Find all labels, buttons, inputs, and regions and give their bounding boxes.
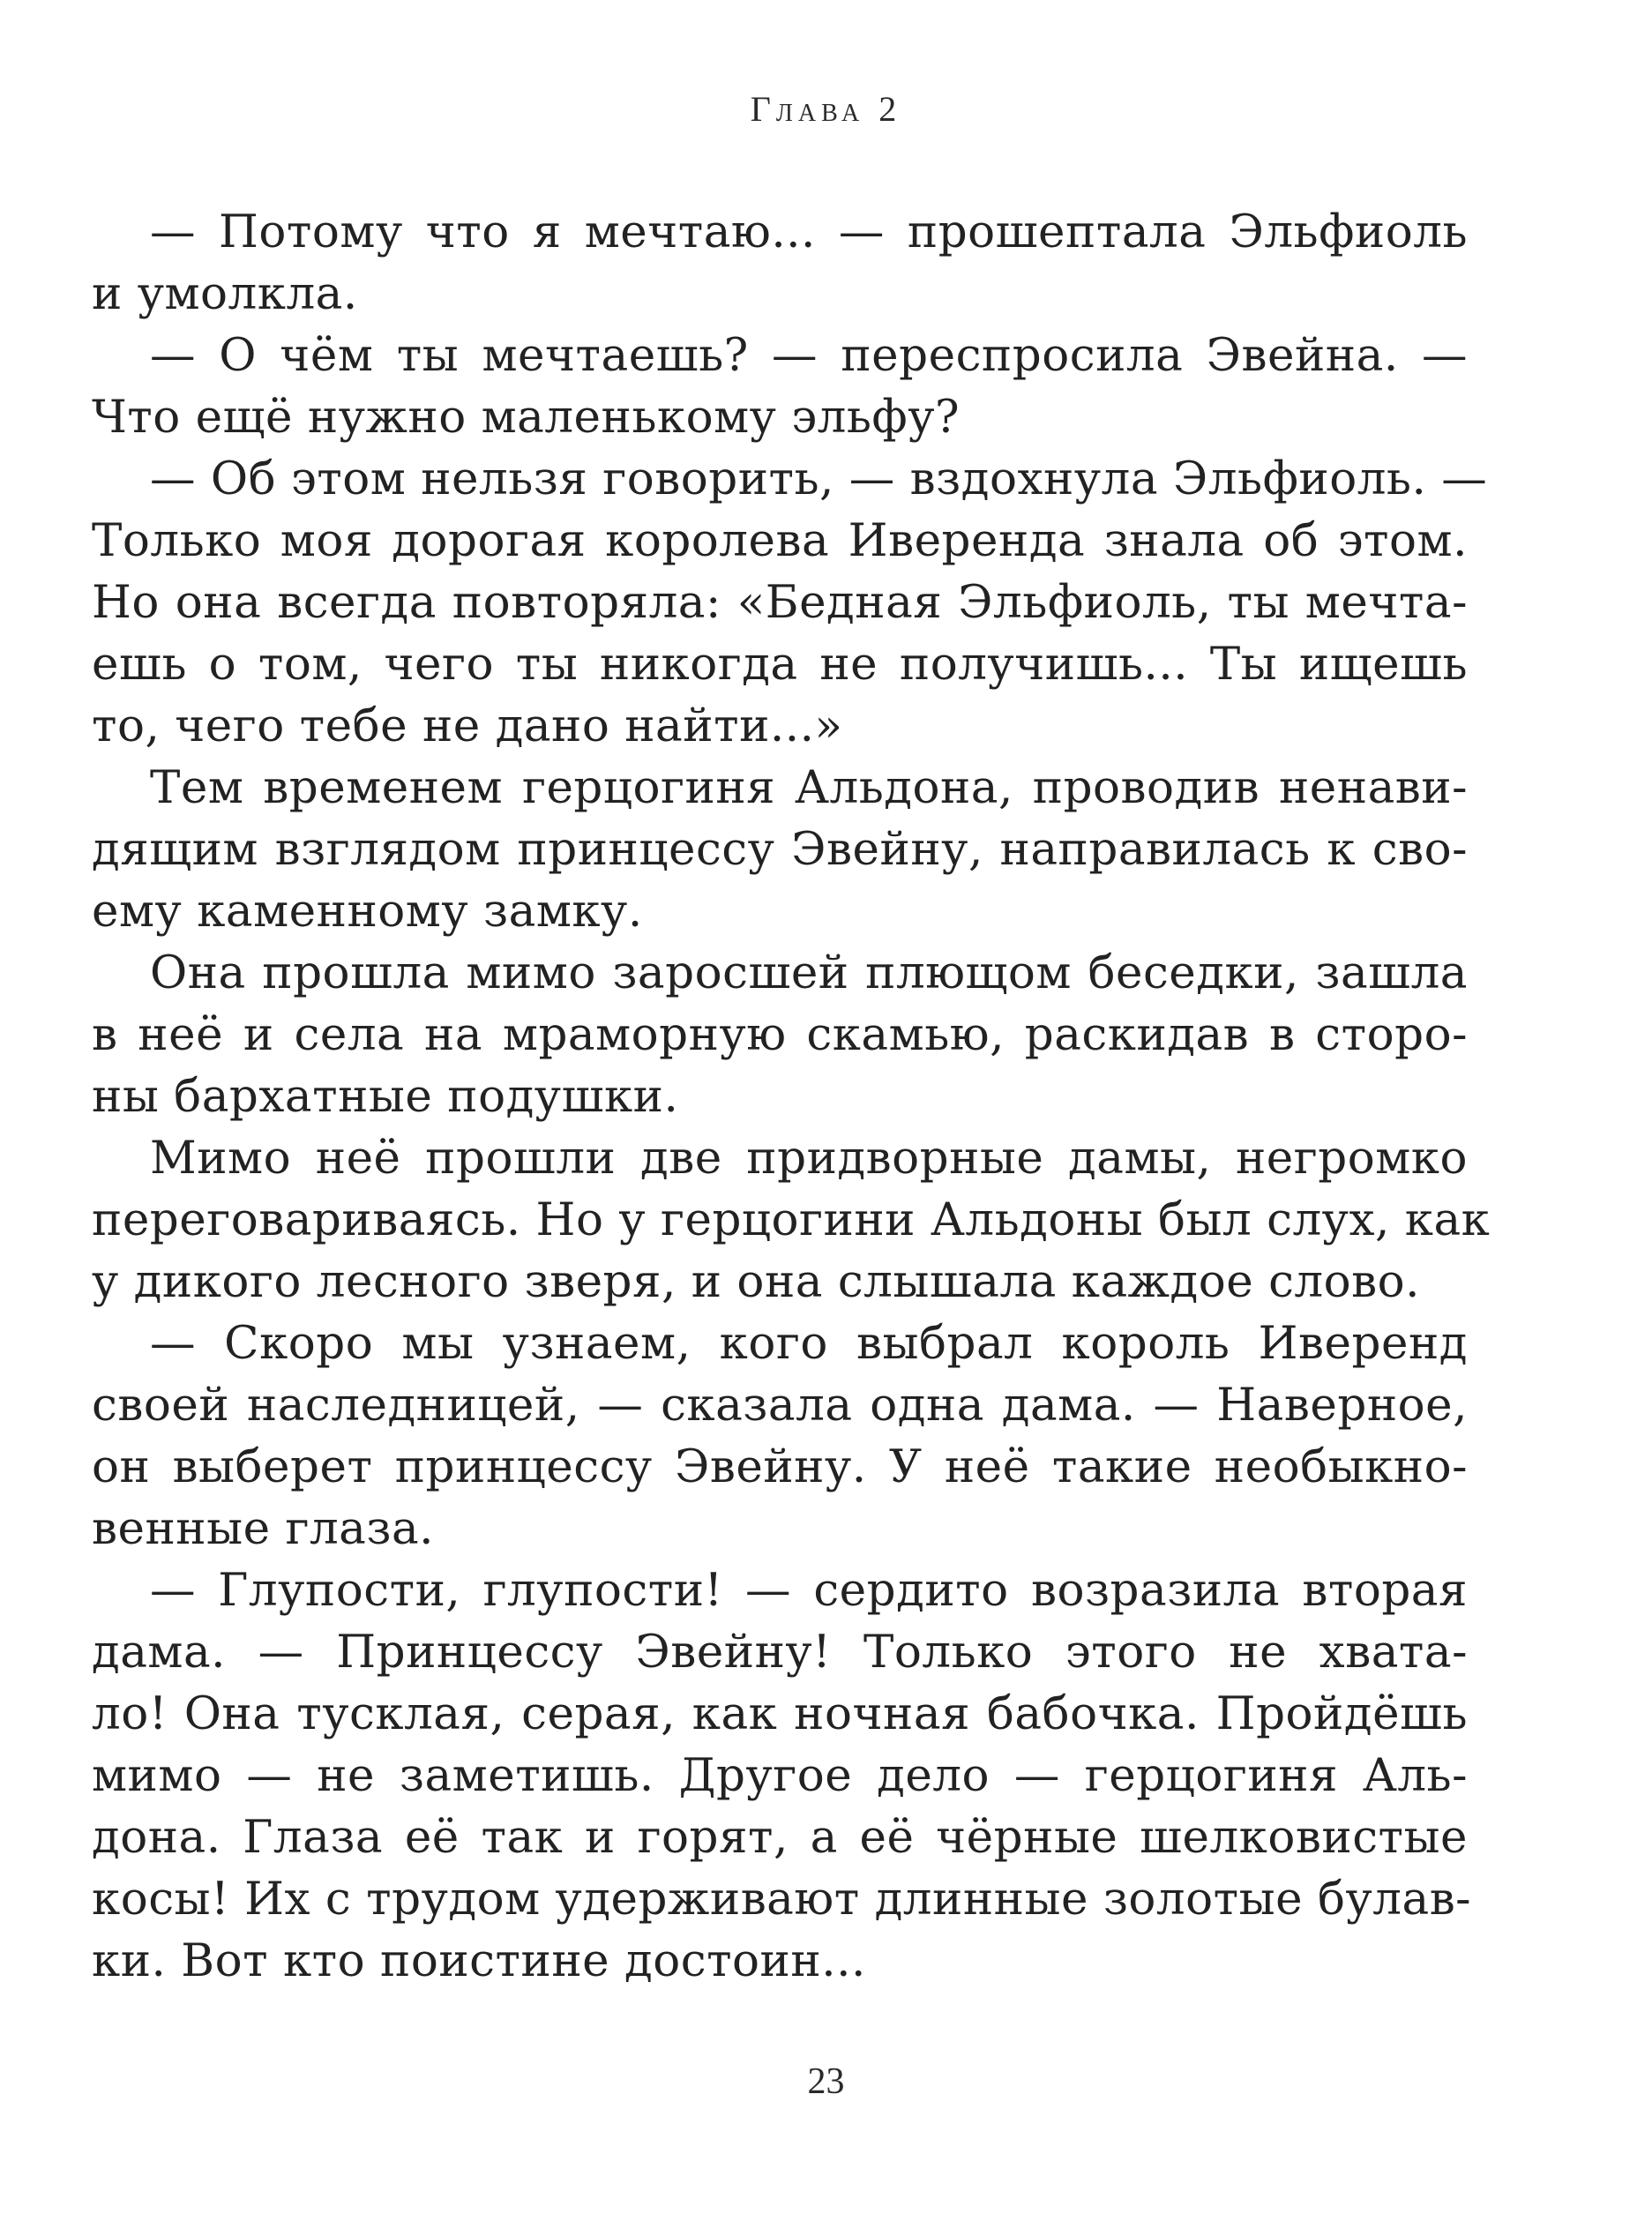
text-line: ны бархатные подушки. <box>92 1070 679 1123</box>
text-line: и умолкла. <box>92 267 358 320</box>
text-line: ло! Она тусклая, серая, как ночная бабочка. Пройдёшь <box>92 1687 1468 1740</box>
running-head: Глава 2 <box>750 89 902 129</box>
text-line: — Об этом нельзя говорить, — вздохнула Эльфиоль. — <box>150 453 1488 505</box>
text-line: в неё и села на мраморную скамью, раскидав в сторо- <box>92 1008 1468 1061</box>
text-line: венные глаза. <box>92 1502 435 1555</box>
text-line: переговариваясь. Но у герцогини Альдоны был слух, как <box>92 1193 1491 1246</box>
text-line: ешь о том, чего ты никогда не получишь... Ты ищешь <box>92 638 1468 691</box>
text-line: Мимо неё прошли две придворные дамы, негромко <box>150 1132 1468 1185</box>
text-line: — О чём ты мечтаешь? — переспросила Эвейна. — <box>150 329 1468 382</box>
text-line: он выберет принцессу Эвейну. У неё такие необыкно- <box>92 1440 1468 1493</box>
text-line: своей наследницей, — сказала одна дама. — Наверное, <box>92 1379 1468 1432</box>
text-line: Только моя дорогая королева Иверенда знала об этом. <box>92 514 1468 567</box>
text-line: у дикого лесного зверя, и она слышала каждое слово. <box>92 1255 1421 1308</box>
text-line: мимо — не заметишь. Другое дело — герцогиня Аль- <box>92 1749 1468 1802</box>
text-line: Что ещё нужно маленькому эльфу? <box>92 391 961 444</box>
text-line: дама. — Принцессу Эвейну! Только этого не хвата- <box>92 1626 1468 1679</box>
text-line: Тем временем герцогиня Альдона, проводив ненави- <box>150 761 1468 814</box>
text-line: дона. Глаза её так и горят, а её чёрные шелковистые <box>92 1811 1468 1864</box>
page-number: 23 <box>807 2061 845 2102</box>
text-line: Она прошла мимо заросшей плющом беседки, зашла <box>150 946 1468 999</box>
text-line: дящим взглядом принцессу Эвейну, направилась к сво- <box>92 823 1468 876</box>
text-line: ки. Вот кто поистине достоин... <box>92 1934 866 1987</box>
text-line: — Потому что я мечтаю... — прошептала Эльфиоль <box>150 206 1468 258</box>
body-text <box>92 201 1491 1992</box>
text-line: ему каменному замку. <box>92 885 643 938</box>
text-line: то, чего тебе не дано найти...» <box>92 699 843 752</box>
text-line: — Скоро мы узнаем, кого выбрал король Иверенд <box>150 1317 1468 1370</box>
text-line: косы! Их с трудом удерживают длинные золотые булав- <box>92 1873 1472 1926</box>
text-line: Но она всегда повторяла: «Бедная Эльфиоль, ты мечта- <box>92 576 1468 629</box>
text-line: — Глупости, глупости! — сердито возразила вторая <box>150 1564 1468 1617</box>
